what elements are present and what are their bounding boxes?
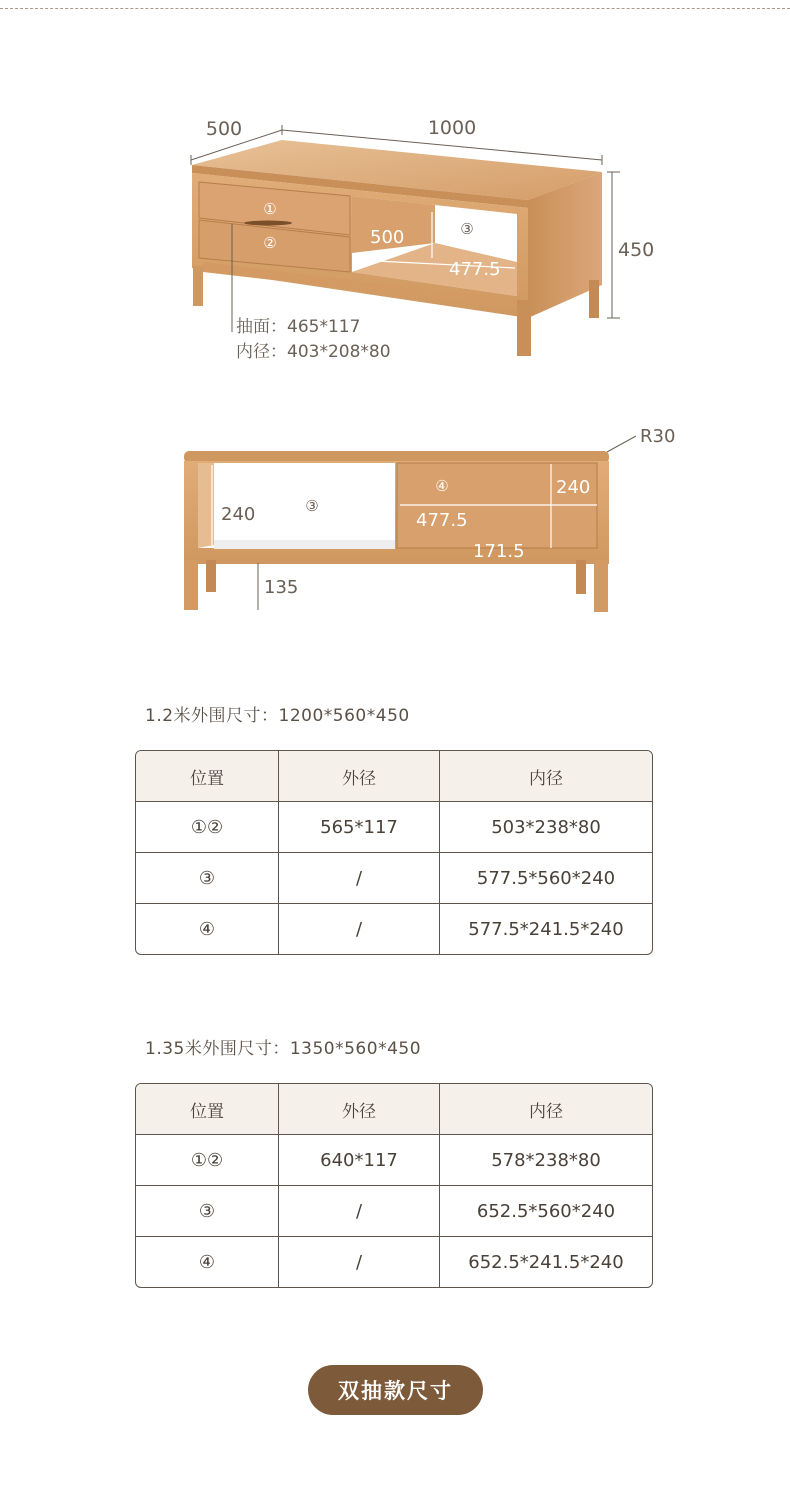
cell-outer-size: / xyxy=(279,1237,440,1287)
back-left-height-label: 240 xyxy=(221,504,256,525)
cell-position: ④ xyxy=(136,904,279,954)
cell-inner-size: 652.5*560*240 xyxy=(440,1186,652,1237)
compartment-3-marker: ③ xyxy=(460,220,474,238)
double-drawer-size-badge: 双抽款尺寸 xyxy=(308,1365,483,1415)
cell-inner-size: 577.5*560*240 xyxy=(440,853,652,904)
front-right-leg xyxy=(517,300,531,356)
cell-position: ①② xyxy=(136,1135,279,1186)
table-row xyxy=(136,904,652,954)
spec-heading-1-2m: 1.2米外围尺寸：1200*560*450 xyxy=(145,706,410,726)
drawer-handle xyxy=(244,221,292,226)
depth-label: 500 xyxy=(205,118,243,140)
cell-outer-size: / xyxy=(279,1186,440,1237)
height-label: 450 xyxy=(618,239,655,261)
spec-table-1-35m xyxy=(135,1083,653,1288)
front-left-leg xyxy=(193,266,203,306)
spec-table-1-2m xyxy=(135,750,653,955)
width-label: 1000 xyxy=(427,117,477,139)
furniture-diagrams xyxy=(0,0,790,640)
corner-radius-label: R30 xyxy=(640,426,676,447)
cell-inner-size: 578*238*80 xyxy=(440,1135,652,1186)
back-right-width-label: 477.5 xyxy=(416,510,468,531)
drawer-inner-dims: 内径：403*208*80 xyxy=(236,342,391,362)
back-view-leg-left xyxy=(184,560,198,610)
cell-inner-size: 503*238*80 xyxy=(440,802,652,853)
drawer-2-marker: ② xyxy=(263,234,277,252)
back-right-height-label: 240 xyxy=(556,477,591,498)
back-compartment-4-marker: ④ xyxy=(435,477,449,495)
cell-position: ③ xyxy=(136,853,279,904)
header-position: 位置 xyxy=(136,751,279,802)
back-compartment-3-marker: ③ xyxy=(305,497,319,515)
back-right-depth-label: 171.5 xyxy=(473,541,525,562)
drawer-1-marker: ① xyxy=(263,200,277,218)
cell-position: ④ xyxy=(136,1237,279,1287)
inner-width-label: 477.5 xyxy=(449,259,501,280)
cell-inner-size: 577.5*241.5*240 xyxy=(468,918,624,940)
back-right-leg xyxy=(589,280,599,318)
table-header-row xyxy=(136,1084,652,1135)
table-row xyxy=(136,802,652,853)
cell-outer-size: 640*117 xyxy=(279,1135,440,1186)
header-position: 位置 xyxy=(136,1084,279,1135)
cell-outer-size: / xyxy=(279,853,440,904)
table-row xyxy=(136,1135,652,1186)
inner-depth-label: 500 xyxy=(370,227,405,248)
leg-height-label: 135 xyxy=(264,577,299,598)
header-outer-size: 外径 xyxy=(279,1084,440,1135)
header-inner-size: 内径 xyxy=(440,1084,652,1135)
table-row xyxy=(136,853,652,904)
back-view-leg-right xyxy=(594,560,608,612)
cell-outer-size: 565*117 xyxy=(279,802,440,853)
table-row xyxy=(136,1237,652,1287)
cell-outer-size: / xyxy=(279,904,440,954)
cell-position: ①② xyxy=(136,802,279,853)
cell-inner-size: 652.5*241.5*240 xyxy=(468,1251,624,1273)
header-outer-size: 外径 xyxy=(279,751,440,802)
cell-position: ③ xyxy=(136,1186,279,1237)
spec-heading-1-35m: 1.35米外围尺寸：1350*560*450 xyxy=(145,1039,422,1059)
header-inner-size: 内径 xyxy=(440,751,652,802)
drawer-face-dims: 抽面：465*117 xyxy=(236,317,361,337)
table-row xyxy=(136,1186,652,1237)
table-header-row xyxy=(136,751,652,802)
